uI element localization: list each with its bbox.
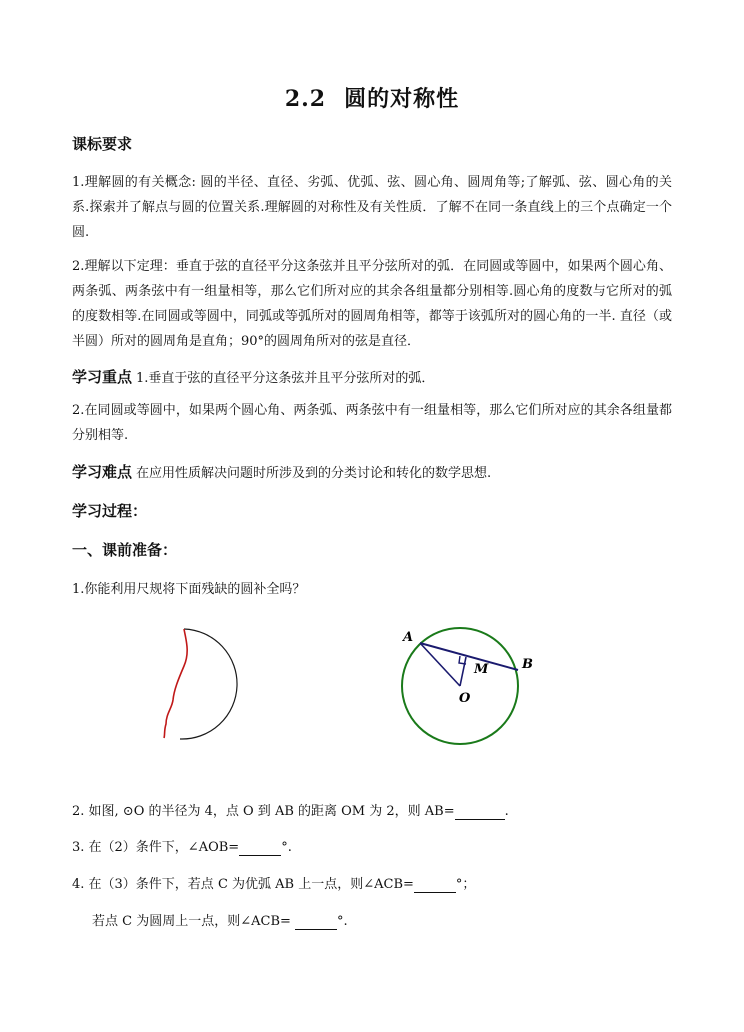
section-heading-zhunbei: 一、课前准备： bbox=[72, 541, 178, 559]
q4b-text: 若点 C 为圆周上一点，则∠ACB= bbox=[92, 914, 296, 929]
question-1: 1.你能利用尺规将下面残缺的圆补全吗？ bbox=[72, 582, 306, 597]
q3-text: 3. 在（2）条件下，∠AOB= bbox=[72, 840, 240, 855]
q4-text: 4. 在（3）条件下，若点 C 为优弧 AB 上一点，则∠ACB= bbox=[72, 877, 414, 892]
q2-end: . bbox=[504, 804, 509, 819]
nandian-label: 学习难点 bbox=[72, 463, 133, 481]
paragraph-kebiao-1: 1.理解圆的有关概念: 圆的半径、直径、劣弧、优弧、弦、圆心角、圆周角等;了解弧、弦、圆心角的关系.探索并了解点与圆的位置关系.理解圆的对称性及有关性质．了解不在同一条直线上的三个点确定一个圆. bbox=[72, 175, 672, 240]
broken-circle-figure bbox=[164, 629, 237, 739]
q4-end: °； bbox=[455, 877, 476, 892]
paragraph-zhongdian-2: 2.在同圆或等圆中，如果两个圆心角、两条弧、两条弦中有一组量相等，那么它们所对应的其余各组量都分别相等. bbox=[72, 403, 672, 443]
title-number: 2.2 bbox=[284, 86, 327, 112]
q2-text: 2. 如图, ⊙O 的半径为 4，点 O 到 AB 的距离 OM 为 2，则 AB= bbox=[72, 804, 455, 819]
section-heading-kebiao: 课标要求 bbox=[72, 135, 133, 153]
paragraph-kebiao-2: 2.理解以下定理：垂直于弦的直径平分这条弦并且平分弦所对的弧．在同圆或等圆中，如果两个圆心角、两条弧、两条弦中有一组量相等，那么它们所对应的其余各组量都分别相等.圆心角的度数与它所对的弧的度数相等.在同圆或等圆中，同弧或等弧所对的圆周角相等，都等于该弧所对的圆心角的一半. 直径（或半圆）所对的圆周角是直角；90°的圆周角所对的弦是直径． bbox=[72, 259, 672, 349]
q3-end: °. bbox=[281, 840, 292, 855]
question-2 bbox=[72, 800, 509, 820]
q4b-answer-blank[interactable] bbox=[295, 914, 337, 930]
question-3 bbox=[72, 836, 292, 856]
broken-circle-arc bbox=[180, 629, 237, 739]
zhongdian-label: 学习重点 bbox=[72, 368, 133, 386]
section-heading-guocheng: 学习过程： bbox=[72, 502, 148, 520]
q4b-end: °. bbox=[337, 914, 348, 929]
q4-answer-blank[interactable] bbox=[414, 877, 456, 893]
label-m: M bbox=[474, 662, 489, 677]
circle-chord-figure bbox=[401, 628, 533, 744]
q3-answer-blank[interactable] bbox=[239, 840, 281, 856]
q2-answer-blank[interactable] bbox=[455, 804, 505, 820]
label-o: O bbox=[459, 691, 471, 706]
label-b: B bbox=[522, 657, 533, 672]
question-4 bbox=[72, 873, 475, 893]
label-a: A bbox=[403, 630, 414, 645]
title-text: 圆的对称性 bbox=[344, 86, 460, 112]
nandian-text: 在应用性质解决问题时所涉及到的分类讨论和转化的数学思想. bbox=[136, 466, 492, 481]
zhongdian-text: 1.垂直于弦的直径平分这条弦并且平分弦所对的弧． bbox=[136, 371, 435, 386]
question-4b bbox=[92, 910, 348, 930]
segment-om bbox=[460, 657, 466, 686]
broken-edge-line bbox=[164, 629, 187, 738]
